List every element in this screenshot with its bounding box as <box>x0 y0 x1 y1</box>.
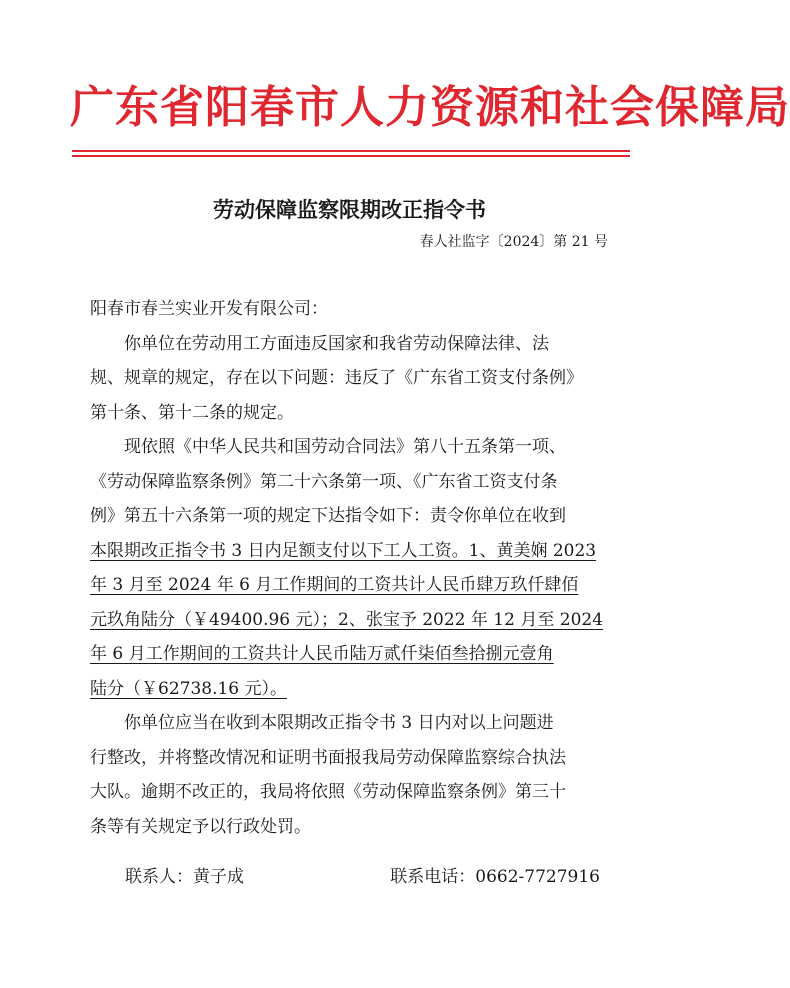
paragraph-line: 元玖角陆分（￥49400.96 元）；2、张宝予 2022 年 12 月至 2024 <box>90 609 604 630</box>
document-title: 劳动保障监察限期改正指令书 <box>213 197 486 222</box>
paragraph-line: 陆分（￥62738.16 元）。 <box>90 678 288 699</box>
letterhead-rule-thin <box>72 155 630 157</box>
contact-info <box>125 862 600 892</box>
paragraph-line: 《劳动保障监察条例》第二十六条第一项、《广东省工资支付条 <box>90 471 558 492</box>
paragraph-line: 现依照《中华人民共和国劳动合同法》第八十五条第一项、 <box>124 437 566 457</box>
paragraph-line: 大队。逾期不改正的，我局将依照《劳动保障监察条例》第三十 <box>90 782 566 802</box>
paragraph-line: 条等有关规定予以行政处罚。 <box>90 816 311 837</box>
document-number: 春人社监字〔2024〕第 21 号 <box>419 234 608 250</box>
paragraph-line: 规、规章的规定，存在以下问题：违反了《广东省工资支付条例》 <box>90 368 583 388</box>
contact-phone: 联系电话：0662-7727916 <box>390 867 600 887</box>
letterhead-rule <box>72 150 630 152</box>
paragraph-line: 你单位在劳动用工方面违反国家和我省劳动保障法律、法 <box>124 333 549 354</box>
letterhead: 广东省阳春市人力资源和社会保障局 <box>70 82 790 133</box>
paragraph-line: 行整改，并将整改情况和证明书面报我局劳动保障监察综合执法 <box>90 747 566 768</box>
contact-person: 联系人：黄子成 <box>125 867 244 887</box>
paragraph-line: 年 6 月工作期间的工资共计人民币陆万贰仟柒佰叁拾捌元壹角 <box>90 644 554 664</box>
paragraph-line: 本限期改正指令书 3 日内足额支付以下工人工资。1、黄美娴 2023 <box>90 540 597 561</box>
paragraph-line: 年 3 月至 2024 年 6 月工作期间的工资共计人民币肆万玖仟肆佰 <box>90 575 579 595</box>
recipient: 阳春市春兰实业开发有限公司： <box>90 299 328 319</box>
paragraph-line: 第十条、第十二条的规定。 <box>90 402 294 423</box>
document-body <box>90 292 620 844</box>
paragraph-line: 你单位应当在收到本限期改正指令书 3 日内对以上问题进 <box>124 713 554 733</box>
paragraph-line: 例》第五十六条第一项的规定下达指令如下：责令你单位在收到 <box>90 506 566 526</box>
